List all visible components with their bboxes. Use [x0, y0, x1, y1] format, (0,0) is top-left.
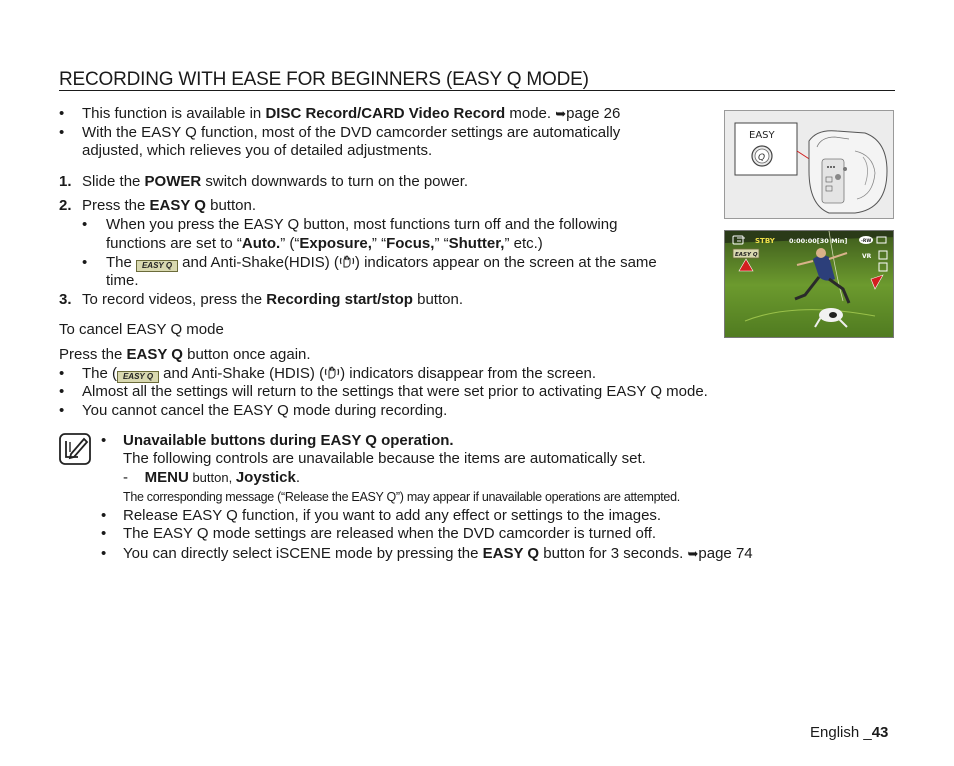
- easy-q-indicator-icon: EASY Q: [117, 371, 159, 383]
- title-underline: [59, 90, 895, 91]
- screen-time-label: 0:00:00[30 Min]: [789, 237, 848, 245]
- note-bullet-1-heading: Unavailable buttons during EASY Q operation.: [123, 432, 454, 449]
- bullet: •: [101, 525, 107, 542]
- intro-bullet-2-line-1: With the EASY Q function, most of the DVD camcorder settings are automatically: [82, 124, 621, 141]
- step-2-bullet-1-line-1: When you press the EASY Q button, most functions turn off and the following: [106, 216, 618, 233]
- page-ref-arrow-icon: ➥: [687, 546, 699, 561]
- intro-bullet-1: This function is available in DISC Record/CARD Video Record mode. ➥page 26: [82, 105, 621, 122]
- intro-bullet-2-line-2: adjusted, which relieves you of detailed adjustments.: [82, 142, 433, 159]
- note-dash-item: - MENU button, Joystick.: [123, 469, 301, 486]
- bullet: •: [59, 365, 65, 382]
- step-2-bullet-2-line-1: The EASY Q and Anti-Shake(HDIS) ( ) indicators appear on the screen at the same: [106, 254, 657, 271]
- bullet: •: [59, 383, 65, 400]
- easy-q-indicator-icon: EASY Q: [136, 260, 178, 272]
- bullet: •: [82, 254, 88, 271]
- anti-shake-hand-icon: [339, 254, 355, 269]
- bullet: •: [82, 216, 88, 233]
- note-pencil-icon: [59, 433, 91, 465]
- camcorder-icon: [725, 111, 893, 218]
- bullet: •: [59, 124, 65, 141]
- step-1-text: Slide the POWER switch downwards to turn on the power.: [82, 173, 469, 190]
- note-corresponding-message: The corresponding message (“Release the EASY Q”) may appear if unavailable operations are attempted.: [123, 490, 680, 504]
- cancel-bullet-1: The ( EASY Q and Anti-Shake (HDIS) ( ) indicators disappear from the screen.: [82, 365, 597, 382]
- bullet: •: [101, 432, 107, 449]
- bullet: •: [101, 507, 107, 524]
- cancel-press-text: Press the EASY Q button once again.: [59, 346, 311, 363]
- cancel-heading: To cancel EASY Q mode: [59, 321, 224, 338]
- step-1-number: 1.: [59, 173, 72, 190]
- camera-screen-illustration: [724, 230, 894, 338]
- step-3-number: 3.: [59, 291, 72, 308]
- recording-scene-image: [725, 231, 894, 338]
- anti-shake-hand-icon: [324, 365, 340, 380]
- step-2-number: 2.: [59, 197, 72, 214]
- screen-stby-label: STBY: [755, 237, 775, 245]
- camcorder-illustration: [724, 110, 894, 219]
- note-bullet-1-line-2: The following controls are unavailable because the items are automatically set.: [123, 450, 646, 467]
- screen-easy-q-label: EASY Q: [735, 252, 758, 258]
- step-3-text: To record videos, press the Recording start/stop button.: [82, 291, 463, 308]
- bullet: •: [101, 545, 107, 562]
- svg-text:Q: Q: [758, 153, 766, 163]
- note-bullet-3: The EASY Q mode settings are released when the DVD camcorder is turned off.: [123, 525, 657, 542]
- page-ref-arrow-icon: ➥: [555, 106, 567, 121]
- page-footer: English _43: [810, 724, 889, 741]
- bullet: •: [59, 105, 65, 122]
- bullet: •: [59, 402, 65, 419]
- step-2-bullet-2-line-2: time.: [106, 272, 139, 289]
- note-bullet-4: You can directly select iSCENE mode by pressing the EASY Q button for 3 seconds. ➥page 74: [123, 545, 753, 562]
- cancel-bullet-2: Almost all the settings will return to the settings that were set prior to activating EASY Q mode.: [82, 383, 708, 400]
- step-2-text: Press the EASY Q button.: [82, 197, 256, 214]
- page-title: RECORDING WITH EASE FOR BEGINNERS (EASY Q MODE): [59, 69, 589, 90]
- screen-rw-label: -RW: [861, 239, 872, 244]
- screen-vr-label: VR: [862, 253, 872, 260]
- cancel-bullet-3: You cannot cancel the EASY Q mode during recording.: [82, 402, 448, 419]
- step-2-bullet-1-line-2: functions are set to “Auto.” (“Exposure,” “Focus,” “Shutter,” etc.): [106, 235, 543, 252]
- camera-easy-label: EASY: [749, 130, 775, 141]
- note-bullet-2: Release EASY Q function, if you want to add any effect or settings to the images.: [123, 507, 662, 524]
